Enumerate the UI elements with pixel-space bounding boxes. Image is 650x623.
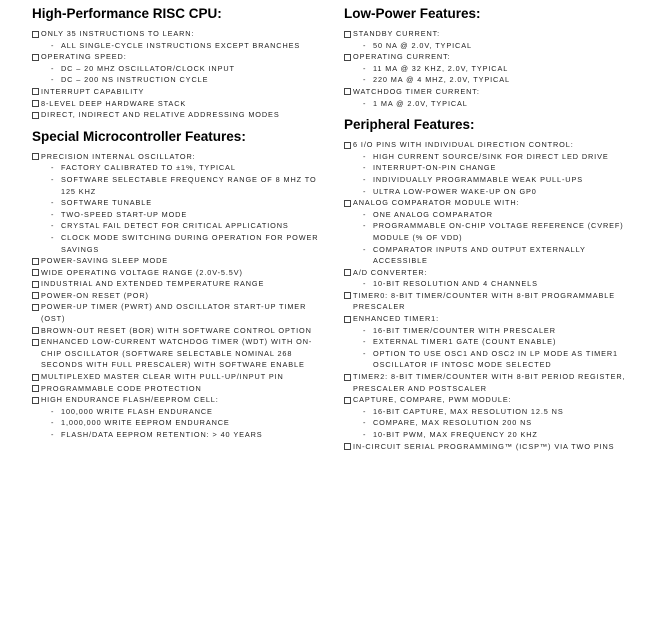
feature-item <box>344 394 640 440</box>
feature-sublist <box>41 63 322 86</box>
feature-text: WATCHDOG TIMER CURRENT: <box>353 86 480 96</box>
feature-subitem: - PROGRAMMABLE ON-CHIP VOLTAGE REFERENCE (CVREF) MODULE (% OF VDD) <box>353 220 640 243</box>
feature-text: 6 I/O PINS WITH INDIVIDUAL DIRECTION CONTROL: <box>353 140 574 150</box>
feature-item <box>344 139 640 197</box>
feature-subitem: - FACTORY CALIBRATED TO ±1%, TYPICAL <box>41 162 322 174</box>
feature-item <box>32 28 322 51</box>
cpu-section-title: High-Performance RISC CPU: <box>32 6 222 21</box>
feature-item <box>344 441 640 453</box>
feature-text: OPERATING SPEED: <box>41 52 127 62</box>
feature-text: ONLY 35 INSTRUCTIONS TO LEARN: <box>41 29 195 38</box>
feature-text: PROGRAMMABLE CODE PROTECTION <box>41 383 202 393</box>
feature-subitem: - INTERRUPT-ON-PIN CHANGE <box>353 162 640 174</box>
feature-text: POWER-UP TIMER (PWRT) AND OSCILLATOR START-UP TIMER (OST) <box>41 302 307 324</box>
feature-text: HIGH ENDURANCE FLASH/EEPROM CELL: <box>41 395 219 405</box>
feature-subitem: - SOFTWARE TUNABLE <box>41 197 322 209</box>
feature-item <box>32 394 322 440</box>
feature-item <box>32 290 322 302</box>
feature-item <box>32 301 322 324</box>
feature-text: OPERATING CURRENT: <box>353 52 451 62</box>
feature-subitem: - COMPARATOR INPUTS AND OUTPUT EXTERNALLY ACCESSIBLE <box>353 244 640 267</box>
feature-subitem: - 1,000,000 WRITE EEPROM ENDURANCE <box>41 417 322 429</box>
feature-subitem: - OPTION TO USE OSC1 AND OSC2 IN LP MODE AS TIMER1 OSCILLATOR IF INTOSC MODE SELECTED <box>353 348 640 371</box>
feature-item <box>32 255 322 267</box>
feature-text: BROWN-OUT RESET (BOR) WITH SOFTWARE CONTROL OPTION <box>41 325 312 335</box>
feature-sublist <box>353 209 640 267</box>
feature-text: DIRECT, INDIRECT AND RELATIVE ADDRESSING MODES <box>41 110 280 120</box>
left-column <box>32 6 322 441</box>
feature-item <box>32 278 322 290</box>
feature-item <box>344 290 640 313</box>
feature-sublist <box>353 325 640 371</box>
feature-subitem: - 220 ΜA @ 4 MHZ, 2.0V, TYPICAL <box>353 74 640 86</box>
feature-text: STANDBY CURRENT: <box>353 29 441 38</box>
feature-item <box>344 313 640 371</box>
feature-subitem: - CLOCK MODE SWITCHING DURING OPERATION FOR POWER SAVINGS <box>41 232 322 255</box>
feature-subitem: - 11 ΜA @ 32 KHZ, 2.0V, TYPICAL <box>353 63 640 75</box>
feature-sublist <box>353 40 640 52</box>
feature-item <box>344 51 640 86</box>
lowpower-feature-list <box>344 28 640 109</box>
feature-item <box>32 151 322 255</box>
feature-subitem: - DC – 20 MHZ OSCILLATOR/CLOCK INPUT <box>41 63 322 75</box>
feature-subitem: - 10-BIT PWM, MAX FREQUENCY 20 KHZ <box>353 429 640 441</box>
feature-subitem: - COMPARE, MAX RESOLUTION 200 NS <box>353 417 640 429</box>
feature-subitem: - ONE ANALOG COMPARATOR <box>353 209 640 221</box>
peripheral-section-title: Peripheral Features: <box>344 117 475 133</box>
feature-text: ANALOG COMPARATOR MODULE WITH: <box>353 198 520 208</box>
feature-text: TIMER0: 8-BIT TIMER/COUNTER WITH 8-BIT PROGRAMMABLE PRESCALER <box>353 290 615 312</box>
feature-item <box>32 109 322 121</box>
feature-item <box>32 98 322 110</box>
cpu-feature-list <box>32 28 322 121</box>
feature-text: POWER-ON RESET (POR) <box>41 290 149 300</box>
feature-sublist <box>353 63 640 86</box>
feature-subitem: - CRYSTAL FAIL DETECT FOR CRITICAL APPLICATIONS <box>41 220 322 232</box>
feature-subitem: - ALL SINGLE-CYCLE INSTRUCTIONS EXCEPT BRANCHES <box>41 40 322 52</box>
feature-text: ENHANCED TIMER1: <box>353 314 440 324</box>
feature-sublist <box>353 406 640 441</box>
feature-item <box>32 51 322 86</box>
feature-text: TIMER2: 8-BIT TIMER/COUNTER WITH 8-BIT PERIOD REGISTER, PRESCALER AND POSTSCALER <box>353 372 626 393</box>
feature-item <box>32 267 322 279</box>
feature-subitem: - FLASH/DATA EEPROM RETENTION: > 40 YEARS <box>41 429 322 441</box>
feature-text: ENHANCED LOW-CURRENT WATCHDOG TIMER (WDT) WITH ON-CHIP OSCILLATOR (SOFTWARE SELECTABLE NOMINAL 268 SECONDS WITH FULL PRESCALER) WITH SOFTWARE ENABLE <box>41 337 313 370</box>
feature-subitem: - 50 NA @ 2.0V, TYPICAL <box>353 40 640 52</box>
feature-subitem: - EXTERNAL TIMER1 GATE (COUNT ENABLE) <box>353 336 640 348</box>
feature-sublist <box>41 406 322 441</box>
feature-subitem: - 16-BIT CAPTURE, MAX RESOLUTION 12.5 NS <box>353 406 640 418</box>
feature-subitem: - 1 ΜA @ 2.0V, TYPICAL <box>353 98 640 110</box>
feature-item <box>32 371 322 383</box>
feature-subitem: - TWO-SPEED START-UP MODE <box>41 209 322 221</box>
feature-text: A/D CONVERTER: <box>353 267 428 277</box>
special-feature-list <box>32 151 322 441</box>
feature-subitem: - 16-BIT TIMER/COUNTER WITH PRESCALER <box>353 325 640 337</box>
feature-sublist <box>41 162 322 255</box>
special-section-title: Special Microcontroller Features: <box>32 128 246 144</box>
feature-item <box>32 383 322 395</box>
feature-item <box>32 325 322 337</box>
feature-subitem: - SOFTWARE SELECTABLE FREQUENCY RANGE OF 8 MHZ TO 125 KHZ <box>41 174 322 197</box>
feature-subitem: - 100,000 WRITE FLASH ENDURANCE <box>41 406 322 418</box>
feature-sublist <box>353 98 640 110</box>
feature-text: INTERRUPT CAPABILITY <box>41 86 145 96</box>
feature-text: PRECISION INTERNAL OSCILLATOR: <box>41 151 196 161</box>
feature-sublist <box>353 278 640 290</box>
feature-item <box>344 197 640 267</box>
feature-text: CAPTURE, COMPARE, PWM MODULE: <box>353 395 512 405</box>
feature-text: WIDE OPERATING VOLTAGE RANGE (2.0V-5.5V) <box>41 267 243 277</box>
feature-subitem: - INDIVIDUALLY PROGRAMMABLE WEAK PULL-UPS <box>353 174 640 186</box>
lowpower-section-title: Low-Power Features: <box>344 6 481 21</box>
feature-item <box>32 86 322 98</box>
feature-subitem: - DC – 200 NS INSTRUCTION CYCLE <box>41 74 322 86</box>
feature-text: MULTIPLEXED MASTER CLEAR WITH PULL-UP/INPUT PIN <box>41 372 284 382</box>
feature-subitem: - ULTRA LOW-POWER WAKE-UP ON GP0 <box>353 186 640 198</box>
feature-text: INDUSTRIAL AND EXTENDED TEMPERATURE RANGE <box>41 279 265 289</box>
feature-subitem: - HIGH CURRENT SOURCE/SINK FOR DIRECT LED DRIVE <box>353 151 640 163</box>
feature-item <box>32 336 322 371</box>
feature-text: IN-CIRCUIT SERIAL PROGRAMMING™ (ICSP™) VIA TWO PINS <box>353 441 615 451</box>
feature-item <box>344 267 640 290</box>
feature-text: 8-LEVEL DEEP HARDWARE STACK <box>41 98 187 108</box>
feature-item <box>344 28 640 51</box>
feature-item <box>344 86 640 109</box>
feature-item <box>344 371 640 394</box>
feature-sublist <box>41 40 322 52</box>
feature-text: POWER-SAVING SLEEP MODE <box>41 256 169 266</box>
feature-subitem: - 10-BIT RESOLUTION AND 4 CHANNELS <box>353 278 640 290</box>
feature-sublist <box>353 151 640 197</box>
peripheral-feature-list <box>344 139 640 452</box>
right-column <box>344 6 640 452</box>
